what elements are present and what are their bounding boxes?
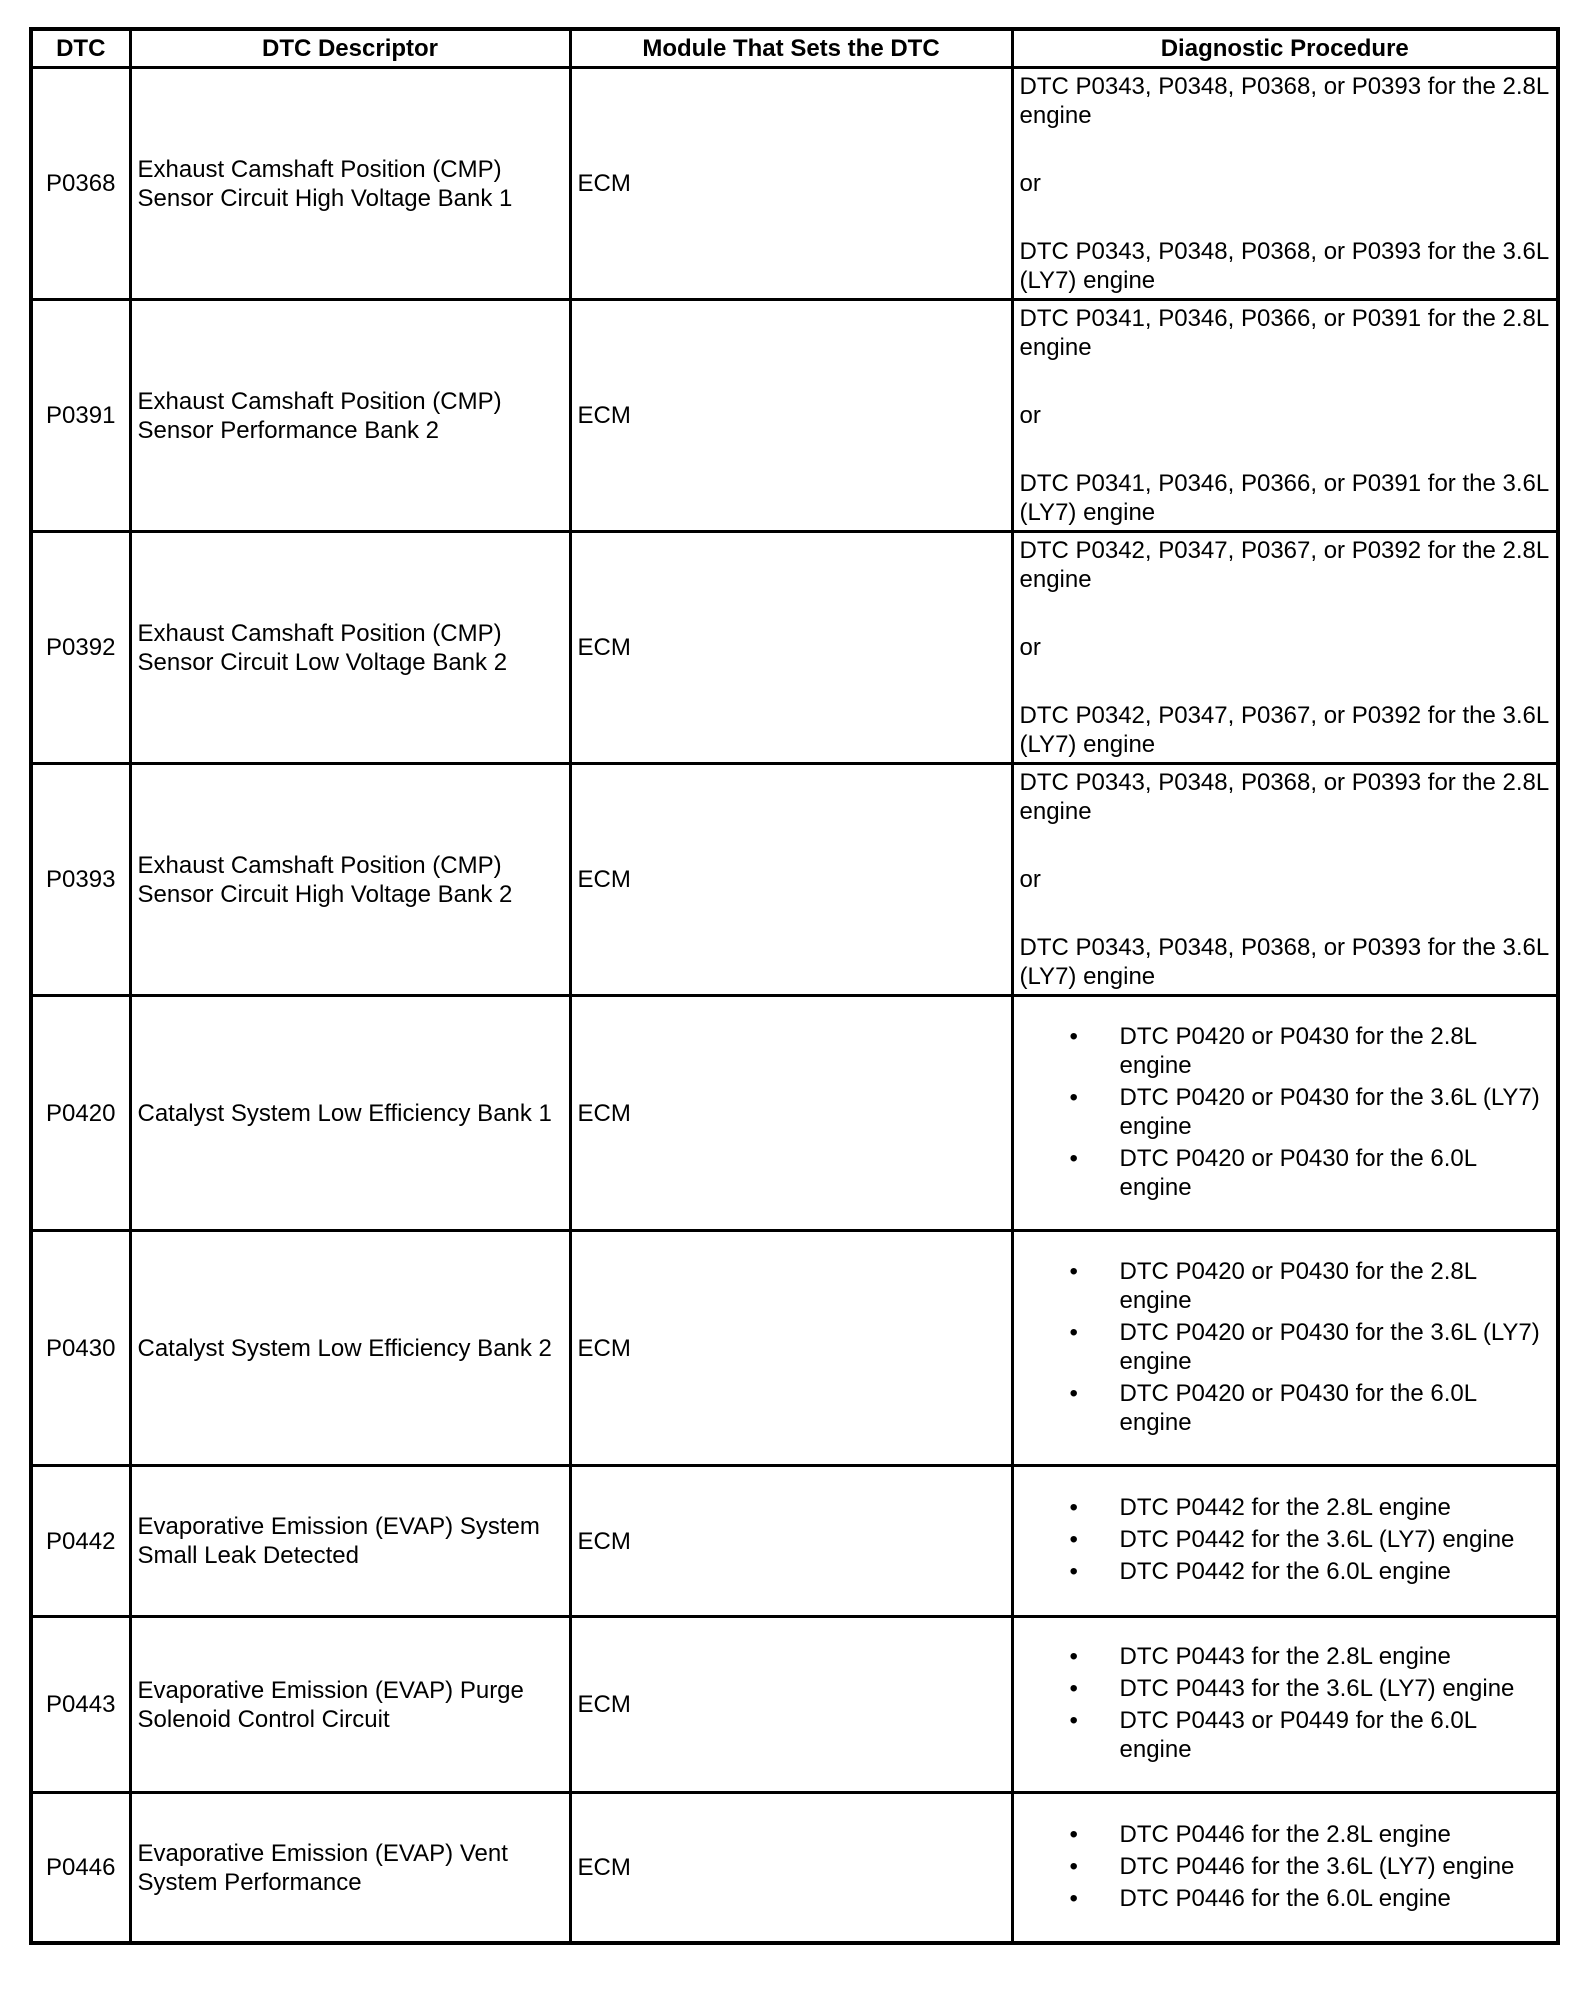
table-row (31, 996, 1558, 1231)
table-row (31, 532, 1558, 764)
dtc-procedure (1012, 300, 1558, 532)
dtc-descriptor: Catalyst System Low Efficiency Bank 2 (130, 1231, 570, 1466)
dtc-procedure (1012, 1617, 1558, 1793)
procedure-item: • DTC P0442 for the 6.0L engine (1120, 1557, 1551, 1586)
dtc-code: P0430 (31, 1231, 130, 1466)
dtc-module: ECM (570, 1793, 1012, 1944)
procedure-item: • DTC P0442 for the 3.6L (LY7) engine (1120, 1525, 1551, 1554)
table-row (31, 1466, 1558, 1617)
table-row (31, 300, 1558, 532)
procedure-item: • DTC P0442 for the 2.8L engine (1120, 1493, 1551, 1522)
dtc-descriptor: Exhaust Camshaft Position (CMP) Sensor Circuit High Voltage Bank 1 (130, 68, 570, 300)
procedure-item: • DTC P0420 or P0430 for the 3.6L (LY7) engine (1120, 1318, 1551, 1376)
header-dtc: DTC (31, 29, 130, 68)
header-module: Module That Sets the DTC (570, 29, 1012, 68)
procedure-list (1020, 1257, 1551, 1437)
procedure-option: DTC P0342, P0347, P0367, or P0392 for the 2.8L engine (1019, 537, 1549, 593)
procedure-list (1020, 1820, 1551, 1913)
dtc-code: P0392 (31, 532, 130, 764)
procedure-item: • DTC P0443 for the 2.8L engine (1120, 1642, 1551, 1671)
procedure-item: • DTC P0443 for the 3.6L (LY7) engine (1120, 1674, 1551, 1703)
table-row (31, 1617, 1558, 1793)
procedure-option: DTC P0343, P0348, P0368, or P0393 for the 3.6L (LY7) engine (1019, 934, 1549, 990)
procedure-or: or (1019, 866, 1041, 893)
dtc-module: ECM (570, 1617, 1012, 1793)
dtc-procedure (1012, 1466, 1558, 1617)
dtc-procedure (1012, 1793, 1558, 1944)
dtc-descriptor: Exhaust Camshaft Position (CMP) Sensor Performance Bank 2 (130, 300, 570, 532)
dtc-procedure (1012, 996, 1558, 1231)
table-header-row (31, 29, 1558, 68)
procedure-item: • DTC P0446 for the 6.0L engine (1120, 1884, 1551, 1913)
procedure-list (1020, 1493, 1551, 1586)
dtc-procedure (1012, 1231, 1558, 1466)
procedure-or: or (1019, 402, 1041, 429)
procedure-item: • DTC P0420 or P0430 for the 2.8L engine (1120, 1022, 1551, 1080)
dtc-code: P0420 (31, 996, 130, 1231)
dtc-descriptor: Evaporative Emission (EVAP) Purge Solenoid Control Circuit (130, 1617, 570, 1793)
procedure-item: • DTC P0446 for the 2.8L engine (1120, 1820, 1551, 1849)
dtc-descriptor: Exhaust Camshaft Position (CMP) Sensor Circuit High Voltage Bank 2 (130, 764, 570, 996)
dtc-table (29, 27, 1560, 1945)
procedure-item: • DTC P0420 or P0430 for the 6.0L engine (1120, 1144, 1551, 1202)
table-row (31, 764, 1558, 996)
procedure-option: DTC P0343, P0348, P0368, or P0393 for the 3.6L (LY7) engine (1019, 238, 1549, 294)
procedure-item: • DTC P0420 or P0430 for the 6.0L engine (1120, 1379, 1551, 1437)
dtc-module: ECM (570, 68, 1012, 300)
dtc-code: P0368 (31, 68, 130, 300)
dtc-procedure (1012, 764, 1558, 996)
dtc-code: P0446 (31, 1793, 130, 1944)
procedure-item: • DTC P0420 or P0430 for the 2.8L engine (1120, 1257, 1551, 1315)
procedure-option: DTC P0342, P0347, P0367, or P0392 for the 3.6L (LY7) engine (1019, 702, 1549, 758)
dtc-descriptor: Exhaust Camshaft Position (CMP) Sensor Circuit Low Voltage Bank 2 (130, 532, 570, 764)
procedure-option: DTC P0341, P0346, P0366, or P0391 for the 2.8L engine (1019, 305, 1549, 361)
dtc-descriptor: Evaporative Emission (EVAP) System Small Leak Detected (130, 1466, 570, 1617)
procedure-list (1020, 1022, 1551, 1202)
dtc-code: P0393 (31, 764, 130, 996)
dtc-procedure (1012, 68, 1558, 300)
dtc-code: P0391 (31, 300, 130, 532)
dtc-module: ECM (570, 764, 1012, 996)
dtc-module: ECM (570, 996, 1012, 1231)
header-procedure: Diagnostic Procedure (1012, 29, 1558, 68)
procedure-option: DTC P0343, P0348, P0368, or P0393 for the 2.8L engine (1019, 769, 1549, 825)
table-row (31, 68, 1558, 300)
dtc-module: ECM (570, 1466, 1012, 1617)
table-row (31, 1793, 1558, 1944)
table-row (31, 1231, 1558, 1466)
procedure-list (1020, 1642, 1551, 1764)
header-descriptor: DTC Descriptor (130, 29, 570, 68)
dtc-module: ECM (570, 532, 1012, 764)
procedure-item: • DTC P0420 or P0430 for the 3.6L (LY7) engine (1120, 1083, 1551, 1141)
procedure-item: • DTC P0443 or P0449 for the 6.0L engine (1120, 1706, 1551, 1764)
procedure-item: • DTC P0446 for the 3.6L (LY7) engine (1120, 1852, 1551, 1881)
dtc-code: P0442 (31, 1466, 130, 1617)
procedure-or: or (1019, 170, 1041, 197)
dtc-descriptor: Catalyst System Low Efficiency Bank 1 (130, 996, 570, 1231)
procedure-option: DTC P0341, P0346, P0366, or P0391 for the 3.6L (LY7) engine (1019, 470, 1549, 526)
procedure-or: or (1019, 634, 1041, 661)
procedure-option: DTC P0343, P0348, P0368, or P0393 for the 2.8L engine (1019, 73, 1549, 129)
dtc-procedure (1012, 532, 1558, 764)
dtc-descriptor: Evaporative Emission (EVAP) Vent System Performance (130, 1793, 570, 1944)
dtc-code: P0443 (31, 1617, 130, 1793)
dtc-module: ECM (570, 1231, 1012, 1466)
dtc-module: ECM (570, 300, 1012, 532)
